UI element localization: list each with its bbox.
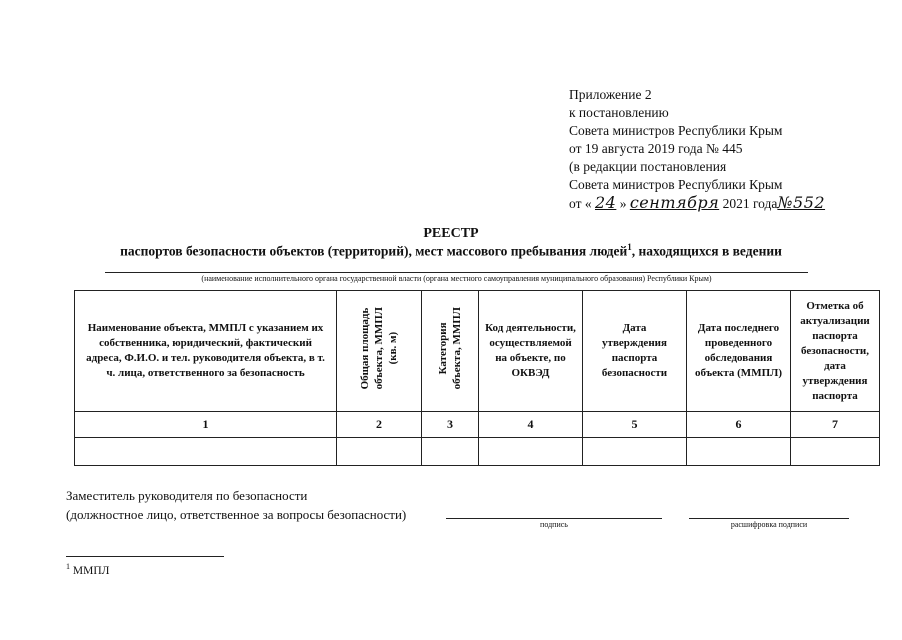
handwritten-day: 24 (594, 193, 617, 212)
handwritten-number-sign: № (777, 193, 794, 212)
table-number-row (75, 412, 880, 438)
table-cell (479, 438, 583, 466)
column-number: 3 (422, 412, 479, 438)
header-area-l1: Общая площадь (359, 307, 371, 390)
table-cell (422, 438, 479, 466)
header-line: Приложение 2 (569, 87, 652, 102)
signature-decode-line (689, 518, 849, 519)
header-actualization (791, 291, 880, 412)
table-cell (583, 438, 687, 466)
header-category-text (436, 307, 464, 389)
header-line: к постановлению (569, 105, 669, 120)
header-inspection-date-text: Дата последнего проведенного обследования объекта (ММПЛ) (695, 322, 782, 379)
table-cell (75, 438, 337, 466)
column-number: 1 (75, 412, 337, 438)
appendix-header (569, 86, 869, 213)
date-quote: » (619, 196, 627, 211)
header-passport-date-text: Дата утверждения паспорта безопасности (601, 322, 668, 379)
header-actualization-text: Отметка об актуализации паспорта безопасности, дата утверждения паспорта (800, 299, 870, 402)
column-number: 5 (583, 412, 687, 438)
signature-caption: подпись (540, 520, 568, 529)
footnote-text: ММПЛ (72, 564, 110, 577)
header-area-text (358, 307, 400, 389)
footnote (66, 562, 109, 577)
table-row (75, 438, 880, 466)
column-number: 2 (337, 412, 422, 438)
signature-line (446, 518, 662, 519)
header-passport-date (583, 291, 687, 412)
signer-title: Заместитель руководителя по безопасности (66, 488, 308, 503)
header-line: (в редакции постановления (569, 159, 727, 174)
footnote-ref: 1 (627, 242, 632, 252)
document-subtitle (0, 242, 902, 260)
registry-table (74, 290, 880, 466)
header-line: Совета министров Республики Крым (569, 123, 783, 138)
footnote-separator (66, 556, 224, 557)
header-date-line (569, 194, 869, 213)
date-year: 2021 года (722, 196, 778, 211)
subtitle-tail: , находящихся в ведении (631, 243, 782, 259)
table-header-row (75, 291, 880, 412)
header-object-name (75, 291, 337, 412)
org-name-caption: (наименование исполнительного органа государственной власти (органа местного самоуправления муниципального образования) Республики Крым) (201, 274, 712, 283)
signature-decode-caption: расшифровка подписи (730, 520, 808, 529)
footnote-mark: 1 (66, 562, 70, 571)
header-category-l1: Категория (437, 322, 449, 375)
document-title: РЕЕСТР (423, 226, 479, 241)
header-inspection-date (687, 291, 791, 412)
header-area-l2: объекта, ММПЛ (373, 307, 385, 390)
header-area (337, 291, 422, 412)
header-okved-text: Код деятельности, осуществляемой на объекте, по ОКВЭД (485, 322, 576, 379)
column-number: 7 (791, 412, 880, 438)
signer-role: (должностное лицо, ответственное за вопросы безопасности) (66, 507, 407, 522)
header-line: от 19 августа 2019 года № 445 (569, 141, 743, 156)
header-line: Совета министров Республики Крым (569, 177, 783, 192)
table-cell (687, 438, 791, 466)
subtitle-text: паспортов безопасности объектов (территорий), мест массового пребывания людей (120, 243, 628, 259)
column-number: 4 (479, 412, 583, 438)
header-category-l2: объекта, ММПЛ (451, 307, 463, 390)
column-number: 6 (687, 412, 791, 438)
header-object-name-text: Наименование объекта, ММПЛ с указанием их собственника, юридический, фактический адреса, Ф.И.О. и тел. руководителя объекта, в т. ч. лица, ответственного за безопасность (86, 322, 325, 379)
header-category (422, 291, 479, 412)
header-area-l3: (кв. м) (387, 332, 399, 365)
handwritten-number: 552 (793, 193, 826, 212)
handwritten-month: сентября (629, 193, 720, 212)
date-prefix: от « (569, 196, 592, 211)
table-cell (791, 438, 880, 466)
header-okved (479, 291, 583, 412)
org-name-line (105, 272, 808, 273)
table-cell (337, 438, 422, 466)
